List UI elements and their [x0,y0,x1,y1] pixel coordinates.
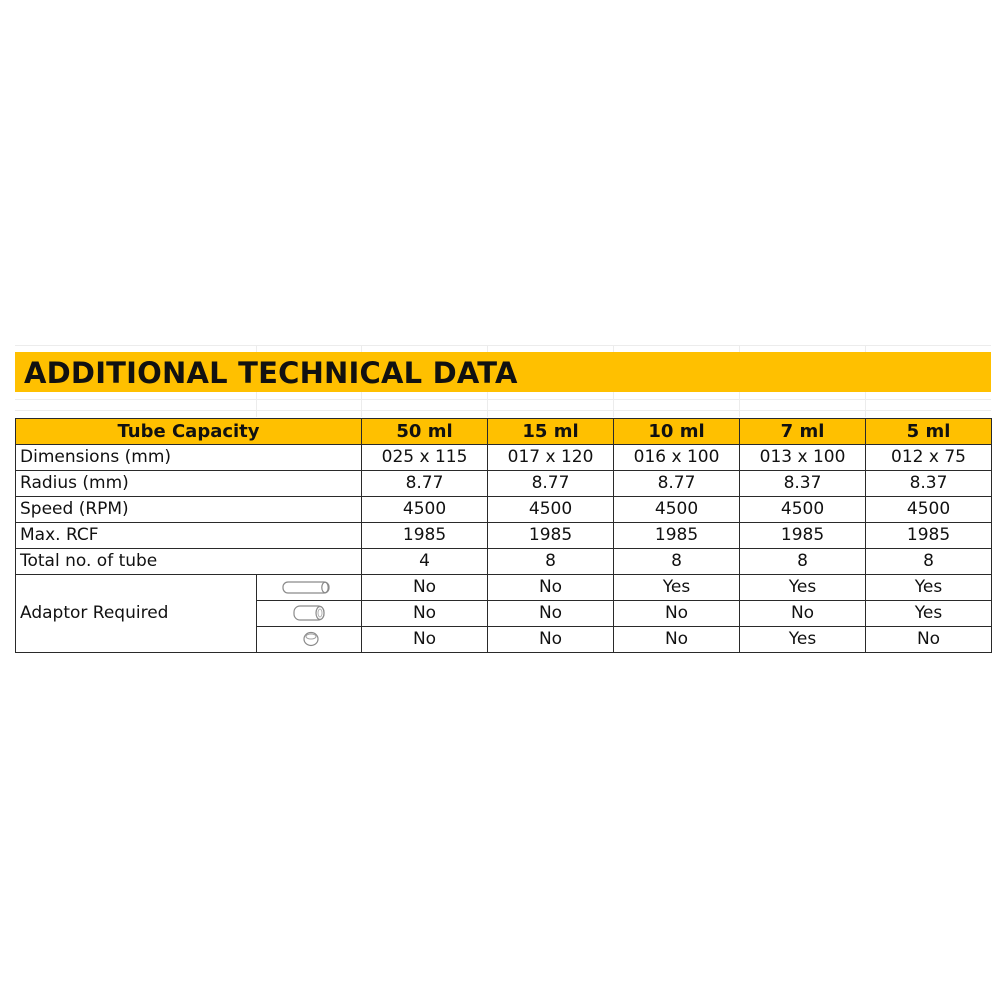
grid-line [15,410,991,411]
table-cell: 8.37 [866,471,992,497]
table-cell: No [614,601,740,627]
table-cell: Yes [866,601,992,627]
table-row [16,523,992,549]
table-cell: 4500 [866,497,992,523]
grid-line [15,345,991,346]
table-cell: 8 [614,549,740,575]
title-bar [15,352,991,392]
table-cell: Yes [740,627,866,653]
row-label: Speed (RPM) [16,497,362,523]
table-cell: 8.77 [488,471,614,497]
table-cell: 8.37 [740,471,866,497]
row-label: Total no. of tube [16,549,362,575]
adaptor-icon-cell [257,627,362,653]
page-title: ADDITIONAL TECHNICAL DATA [24,356,518,390]
row-label: Radius (mm) [16,471,362,497]
adaptor-icon-cell [257,575,362,601]
table-cell: 013 x 100 [740,445,866,471]
table-cell: 1985 [740,523,866,549]
table-cell: 4500 [740,497,866,523]
row-label: Max. RCF [16,523,362,549]
table-cell: No [488,575,614,601]
table-cell: No [362,575,488,601]
table-cell: 1985 [488,523,614,549]
table-cell: Yes [866,575,992,601]
tube-capacity-header: Tube Capacity [16,419,362,445]
table-row [16,497,992,523]
table-cell: 8 [488,549,614,575]
table-cell: 4500 [488,497,614,523]
technical-data-table [15,418,992,653]
table-cell: 4500 [362,497,488,523]
table-cell: 4500 [614,497,740,523]
cup-adaptor-icon [281,630,333,648]
table-cell: No [362,601,488,627]
header-row [16,419,992,445]
capacity-header: 5 ml [866,419,992,445]
table-row [16,445,992,471]
table-cell: 8.77 [362,471,488,497]
short-tube-adaptor-icon [281,603,333,623]
table-cell: 1985 [866,523,992,549]
table-cell: No [614,627,740,653]
table-cell: No [488,627,614,653]
table-cell: 017 x 120 [488,445,614,471]
table-cell: Yes [614,575,740,601]
capacity-header: 10 ml [614,419,740,445]
row-label: Dimensions (mm) [16,445,362,471]
capacity-header: 15 ml [488,419,614,445]
capacity-header: 50 ml [362,419,488,445]
table-cell: 8 [866,549,992,575]
table-cell: No [362,627,488,653]
table-cell: 025 x 115 [362,445,488,471]
table-cell: 1985 [614,523,740,549]
table-cell: Yes [740,575,866,601]
table-cell: No [740,601,866,627]
table-cell: 012 x 75 [866,445,992,471]
table-cell: No [488,601,614,627]
adaptor-row [16,575,992,601]
table-cell: No [866,627,992,653]
capacity-header: 7 ml [740,419,866,445]
table-cell: 8 [740,549,866,575]
table-cell: 1985 [362,523,488,549]
table-row [16,549,992,575]
grid-line [15,399,991,400]
table-cell: 8.77 [614,471,740,497]
adaptor-required-label: Adaptor Required [16,575,257,653]
table-row [16,471,992,497]
table-cell: 4 [362,549,488,575]
table-cell: 016 x 100 [614,445,740,471]
adaptor-icon-cell [257,601,362,627]
long-tube-adaptor-icon [281,578,333,596]
